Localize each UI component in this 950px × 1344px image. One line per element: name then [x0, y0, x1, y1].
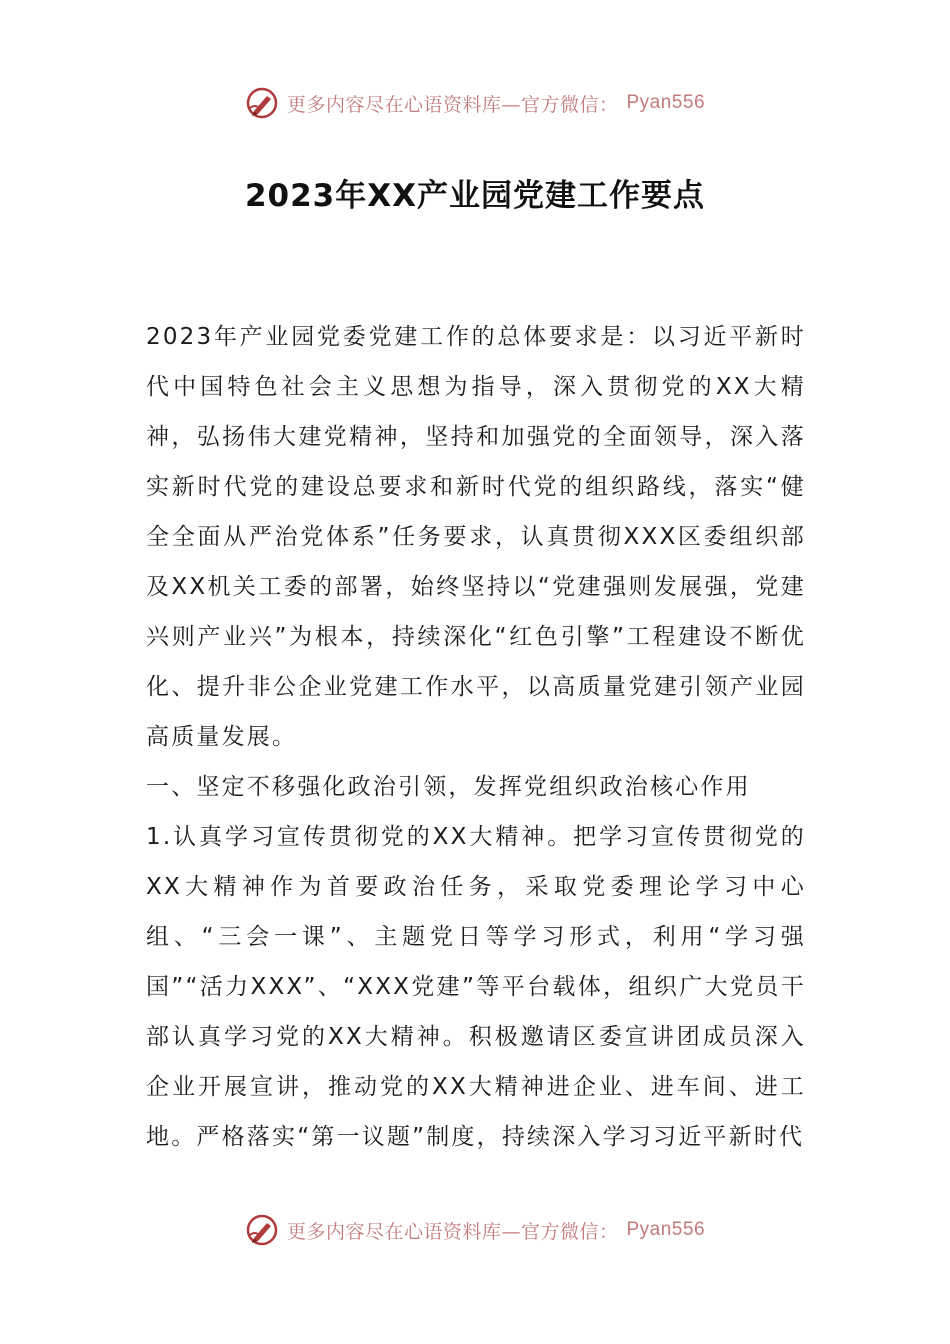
- watermark-wechat-id: Pyan556: [626, 1219, 706, 1240]
- document-body: [146, 312, 806, 1162]
- watermark-text: 更多内容尽在心语资料库—官方微信：: [286, 93, 619, 116]
- pen-logo-icon: [245, 86, 279, 120]
- watermark-wechat-id: Pyan556: [626, 92, 706, 113]
- document-title: 2023年XX产业园党建工作要点: [244, 178, 706, 214]
- pen-logo-icon: [245, 1213, 279, 1247]
- intro-paragraph: 2023年产业园党委党建工作的总体要求是：以习近平新时代中国特色社会主义思想为指导，深入贯彻党的XX大精神，弘扬伟大建党精神，坚持和加强党的全面领导，深入落实新时代党的建设总要求和新时代党的组织路线，落实“健全全面从严治党体系”任务要求，认真贯彻XXX区委组织部及XX机关工委的部署，始终坚持以“党建强则发展强，党建兴则产业兴”为根本，持续深化“红色引擎”工程建设不断优化、提升非公企业党建工作水平，以高质量党建引领产业园高质量发展。: [146, 324, 806, 750]
- header-watermark: [0, 85, 950, 121]
- footer-watermark: [0, 1212, 950, 1248]
- section-heading: 一、坚定不移强化政治引领，发挥党组织政治核心作用: [146, 774, 751, 800]
- watermark-text: 更多内容尽在心语资料库—官方微信：: [286, 1220, 619, 1243]
- body-paragraph: 1.认真学习宣传贯彻党的XX大精神。把学习宣传贯彻党的XX大精神作为首要政治任务，采取党委理论学习中心组、“三会一课”、主题党日等学习形式，利用“学习强国”“活力XXX”、“XXX党建”等平台载体，组织广大党员干部认真学习党的XX大精神。积极邀请区委宣讲团成员深入企业开展宣讲，推动党的XX大精神进企业、进车间、进工地。严格落实“第一议题”制度，持续深入学习习近平新时代: [146, 824, 806, 1150]
